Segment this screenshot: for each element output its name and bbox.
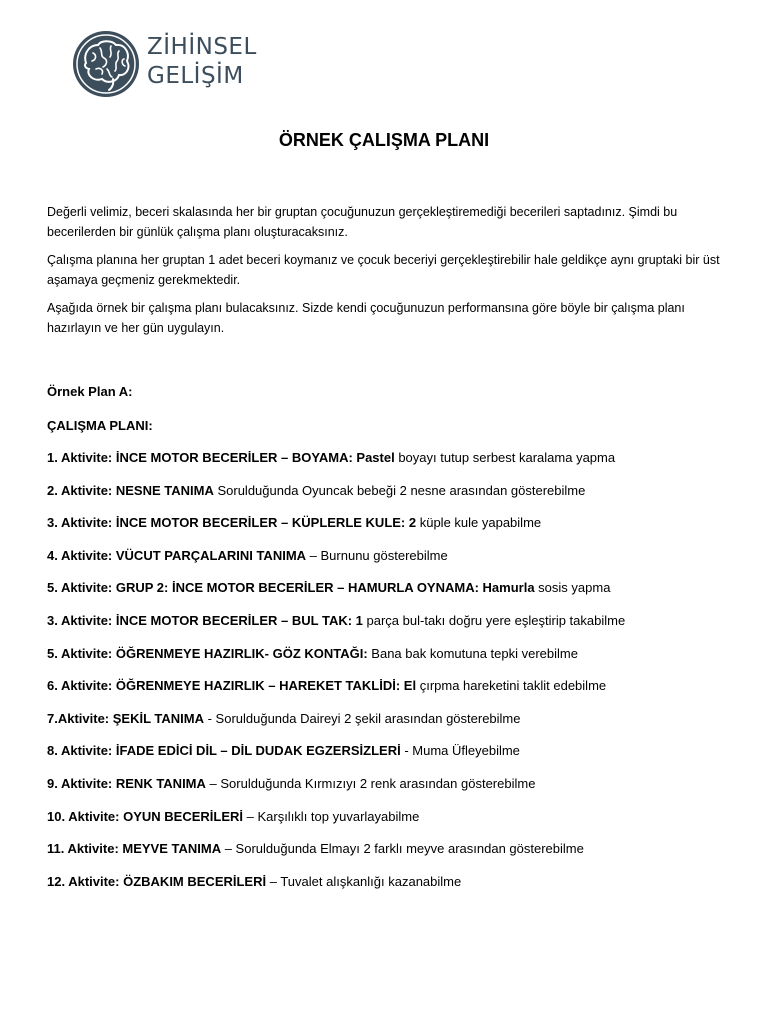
activity-item xyxy=(47,741,747,774)
activity-list xyxy=(47,448,747,904)
activity-title: 8. Aktivite: İFADE EDİCİ DİL – DİL DUDAK EGZERSİZLERİ xyxy=(47,743,401,759)
activity-description: Bana bak komutuna tepki verebilme xyxy=(367,645,578,661)
intro xyxy=(47,202,737,346)
intro-paragraph-1: Değerli velimiz, beceri skalasında her bir gruptan çocuğunuzun gerçekleştiremediği becerileri saptadınız. Şimdi bu becerilerden bir günlük çalışma planı oluşturacaksınız. xyxy=(47,205,678,239)
activity-title: 9. Aktivite: RENK TANIMA xyxy=(47,775,206,791)
activity-title: 1. Aktivite: İNCE MOTOR BECERİLER – BOYAMA: Pastel xyxy=(47,450,395,465)
activity-title: 10. Aktivite: OYUN BECERİLERİ xyxy=(47,808,244,824)
activity-item xyxy=(47,807,747,840)
activity-title: 12. Aktivite: ÖZBAKIM BECERİLERİ xyxy=(47,873,267,889)
activity-description: sosis yapma xyxy=(534,580,611,596)
intro-paragraph-3: Aşağıda örnek bir çalışma planı bulacaksınız. Sizde kendi çocuğunuzun performansına göre böyle bir çalışma planı hazırlayın ve her gün uygulayın. xyxy=(47,301,685,335)
brain-icon xyxy=(69,29,147,99)
activity-description: – Burnunu gösterebilme xyxy=(306,547,448,563)
logo-text xyxy=(147,33,257,91)
page-title: ÖRNEK ÇALIŞMA PLANI xyxy=(278,130,490,150)
activity-title: 2. Aktivite: NESNE TANIMA xyxy=(47,482,214,498)
intro-paragraph-2: Çalışma planına her gruptan 1 adet beceri koymanız ve çocuk beceriyi gerçekleştirebilir hale geldikçe aynı gruptaki bir üst aşamaya geçmeniz gerekmektedir. xyxy=(47,253,720,287)
activity-description: Sorulduğunda Oyuncak bebeği 2 nesne arasından gösterebilme xyxy=(213,482,586,498)
activity-title: 7.Aktivite: ŞEKİL TANIMA xyxy=(47,710,204,726)
activity-title: 5. Aktivite: ÖĞRENMEYE HAZIRLIK- GÖZ KONTAĞI: xyxy=(47,645,368,661)
activity-item xyxy=(47,611,747,644)
activity-description: – Karşılıklı top yuvarlayabilme xyxy=(243,808,420,824)
activity-item xyxy=(47,839,747,872)
activity-title: 3. Aktivite: İNCE MOTOR BECERİLER – BUL TAK: 1 xyxy=(47,612,363,628)
activity-title: 4. Aktivite: VÜCUT PARÇALARINI TANIMA xyxy=(47,547,307,563)
activity-description: çırpma hareketini taklit edebilme xyxy=(416,678,607,694)
logo xyxy=(69,29,259,99)
plan-section xyxy=(47,382,747,904)
activity-item xyxy=(47,546,747,579)
activity-item xyxy=(47,676,747,709)
activity-description: küple kule yapabilme xyxy=(416,515,542,531)
logo-line-2: GELİŞİM xyxy=(147,63,244,89)
activity-title: 3. Aktivite: İNCE MOTOR BECERİLER – KÜPLERLE KULE: 2 xyxy=(47,515,417,531)
example-plan-label: Örnek Plan A: xyxy=(47,384,133,399)
activity-description: - Sorulduğunda Daireyi 2 şekil arasından gösterebilme xyxy=(203,710,521,726)
activity-item xyxy=(47,774,747,807)
activity-title: 5. Aktivite: GRUP 2: İNCE MOTOR BECERİLER – HAMURLA OYNAMA: Hamurla xyxy=(47,580,535,596)
activity-item xyxy=(47,513,747,546)
activity-item xyxy=(47,448,747,481)
activity-description: - Muma Üfleyebilme xyxy=(400,743,520,759)
activity-item xyxy=(47,481,747,514)
activity-description: – Tuvalet alışkanlığı kazanabilme xyxy=(266,873,462,889)
plan-heading: ÇALIŞMA PLANI: xyxy=(47,418,153,433)
activity-description: parça bul-takı doğru yere eşleştirip takabilme xyxy=(362,612,626,628)
activity-description: – Sorulduğunda Elmayı 2 farklı meyve arasından gösterebilme xyxy=(221,841,584,857)
activity-description: boyayı tutup serbest karalama yapma xyxy=(394,450,616,465)
activity-title: 11. Aktivite: MEYVE TANIMA xyxy=(47,841,222,857)
activity-description: – Sorulduğunda Kırmızıyı 2 renk arasından gösterebilme xyxy=(205,775,536,791)
activity-item xyxy=(47,578,747,611)
activity-item xyxy=(47,644,747,677)
logo-line-1: ZİHİNSEL xyxy=(147,34,257,60)
activity-item xyxy=(47,872,747,905)
activity-item xyxy=(47,709,747,742)
activity-title: 6. Aktivite: ÖĞRENMEYE HAZIRLIK – HAREKET TAKLİDİ: El xyxy=(47,678,417,694)
